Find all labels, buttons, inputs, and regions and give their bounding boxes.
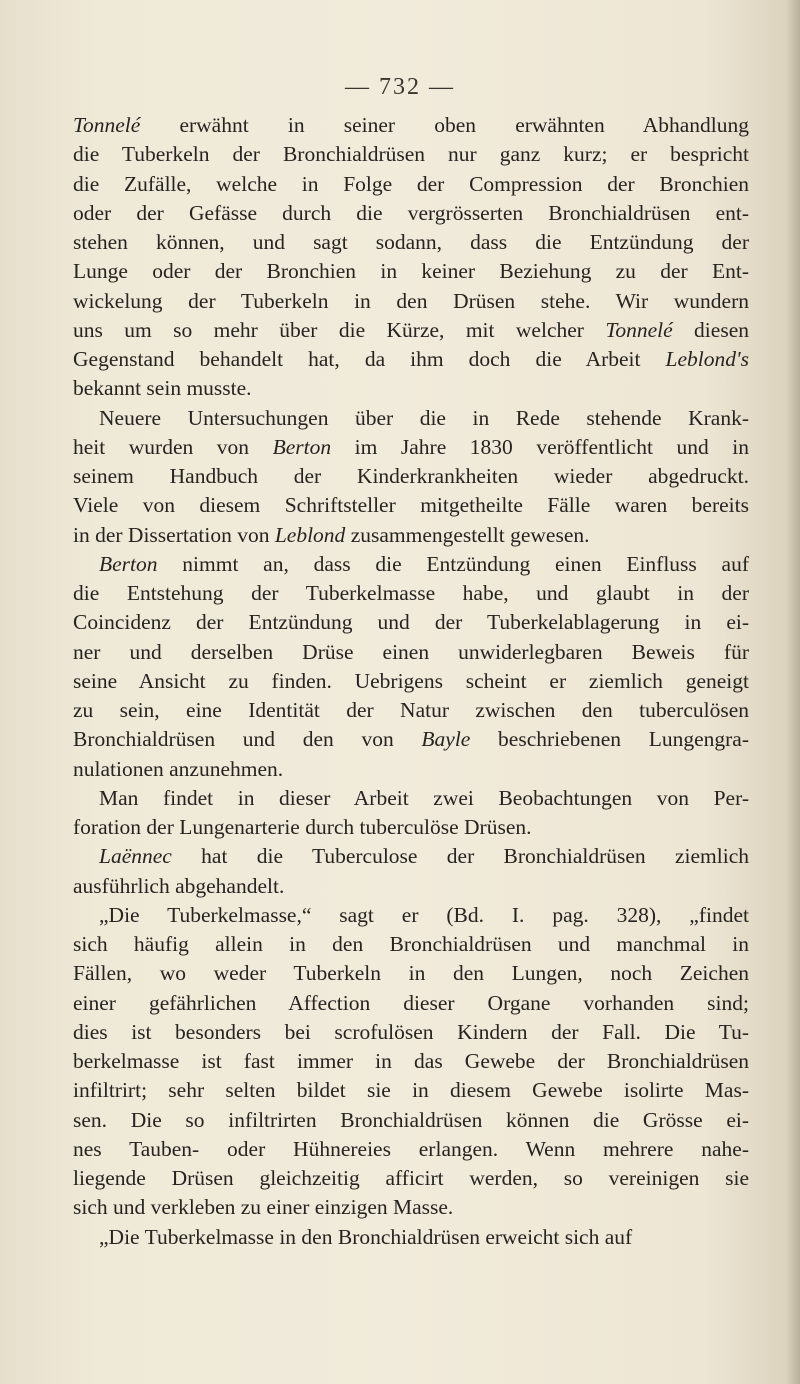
text-segment: in der Dissertation von — [73, 522, 275, 547]
body-text — [73, 111, 749, 1252]
text-line — [73, 433, 749, 462]
text-line — [73, 755, 749, 784]
text-segment: zusammengestellt gewesen. — [345, 522, 590, 547]
text-segment: „Die Tuberkelmasse in den Bronchialdrüsen erweicht sich auf — [99, 1224, 633, 1249]
text-line — [73, 930, 749, 959]
text-line — [73, 521, 749, 550]
text-line — [73, 199, 749, 228]
page-number: — 732 — — [345, 74, 455, 100]
text-segment: hat die Tuberculose der Bronchialdrüsen ziemlich — [171, 844, 749, 869]
text-segment: infiltrirt; sehr selten bildet sie in diesem Gewebe isolirte Mas- — [73, 1078, 749, 1103]
text-segment: seine Ansicht zu finden. Uebrigens scheint er ziemlich geneigt — [73, 668, 749, 693]
text-segment: stehen können, und sagt sodann, dass die Entzündung der — [73, 230, 749, 254]
text-segment: ausführlich abgehandelt. — [73, 873, 285, 898]
text-line — [73, 901, 749, 930]
italic-name: Laënnec — [99, 844, 172, 869]
text-segment: bekannt sein musste. — [73, 376, 252, 401]
text-segment: berkelmasse ist fast immer in das Gewebe der Bronchialdrüsen — [73, 1049, 749, 1073]
text-line — [73, 404, 749, 433]
text-line — [73, 696, 749, 725]
text-segment: Bronchialdrüsen und den von — [73, 727, 422, 752]
text-segment: liegende Drüsen gleichzeitig afficirt werden, so vereinigen sie — [73, 1166, 749, 1190]
text-line — [73, 725, 749, 754]
text-line — [73, 638, 749, 667]
text-segment: beschriebenen Lungengra- — [470, 727, 749, 752]
text-segment: „Die Tuberkelmasse,“ sagt er (Bd. I. pag. 328), „findet — [99, 902, 749, 927]
text-line — [73, 1076, 749, 1105]
text-line — [73, 1018, 749, 1047]
text-line — [73, 1193, 749, 1222]
italic-name: Bayle — [421, 727, 471, 752]
italic-name: Leblond — [274, 522, 346, 547]
text-segment: nulationen anzunehmen. — [73, 756, 284, 781]
text-segment: die Entstehung der Tuberkelmasse habe, und glaubt in der — [73, 581, 749, 605]
text-line — [73, 989, 749, 1018]
text-line — [73, 1135, 749, 1164]
text-line — [73, 784, 749, 813]
text-line — [73, 550, 749, 579]
text-line — [73, 374, 749, 403]
text-segment: sich und verkleben zu einer einzigen Masse. — [73, 1195, 454, 1220]
text-line — [73, 257, 749, 286]
text-segment: dies ist besonders bei scrofulösen Kindern der Fall. Die Tu- — [73, 1019, 749, 1044]
page-edge-shadow — [786, 0, 800, 1384]
italic-name: Berton — [99, 551, 158, 576]
text-segment: erwähnt in seiner oben erwähnten Abhandlung — [140, 113, 749, 137]
text-segment: sich häufig allein in den Bronchialdrüsen und manchmal in — [73, 932, 749, 956]
text-line — [73, 608, 749, 637]
text-segment: sen. Die so infiltrirten Bronchialdrüsen können die Grösse ei- — [73, 1107, 749, 1132]
text-line — [73, 111, 749, 140]
italic-name: Leblond's — [665, 347, 749, 371]
text-line — [73, 1223, 749, 1252]
text-segment: die Tuberkeln der Bronchialdrüsen nur ganz kurz; er bespricht — [73, 142, 749, 167]
text-line — [73, 228, 749, 257]
text-segment: ner und derselben Drüse einen unwiderlegbaren Beweis für — [73, 639, 749, 664]
text-segment: nimmt an, dass die Entzündung einen Einfluss auf — [157, 551, 749, 576]
text-segment: Man findet in dieser Arbeit zwei Beobachtungen von Per- — [99, 785, 749, 810]
text-line — [73, 170, 749, 199]
text-segment: Gegenstand behandelt hat, da ihm doch die Arbeit — [73, 347, 666, 371]
text-segment: nes Tauben- oder Hühnereies erlangen. Wenn mehrere nahe- — [73, 1136, 749, 1161]
text-line — [73, 1047, 749, 1076]
text-line — [73, 287, 749, 316]
text-segment: wickelung der Tuberkeln in den Drüsen stehe. Wir wundern — [73, 288, 749, 313]
text-line — [73, 491, 749, 520]
text-segment: Coincidenz der Entzündung und der Tuberkelablagerung in ei- — [73, 610, 749, 635]
text-segment: Viele von diesem Schriftsteller mitgetheilte Fälle waren bereits — [73, 493, 749, 518]
text-segment: zu sein, eine Identität der Natur zwischen den tuberculösen — [73, 698, 749, 722]
text-line — [73, 345, 749, 374]
italic-name: Tonnelé — [605, 317, 673, 342]
text-segment: Lunge oder der Bronchien in keiner Beziehung zu der Ent- — [73, 259, 749, 284]
text-segment: diesen — [672, 317, 749, 342]
text-line — [73, 842, 749, 871]
text-line — [73, 140, 749, 169]
text-line — [73, 872, 749, 901]
text-line — [73, 462, 749, 491]
text-segment: einer gefährlichen Affection dieser Organe vorhanden sind; — [73, 990, 749, 1015]
text-line — [73, 813, 749, 842]
text-segment: im Jahre 1830 veröffentlicht und in — [331, 434, 749, 459]
italic-name: Berton — [272, 434, 332, 459]
text-segment: heit wurden von — [73, 434, 273, 459]
text-segment: Fällen, wo weder Tuberkeln in den Lungen, noch Zeichen — [73, 961, 749, 986]
text-segment: oder der Gefässe durch die vergrösserten Bronchialdrüsen ent- — [73, 200, 749, 225]
text-segment: Neuere Untersuchungen über die in Rede stehende Krank- — [99, 405, 749, 430]
text-line — [73, 667, 749, 696]
text-line — [73, 1164, 749, 1193]
text-segment: foration der Lungenarterie durch tuberculöse Drüsen. — [73, 815, 532, 839]
text-line — [73, 959, 749, 988]
text-line — [73, 316, 749, 345]
text-segment: seinem Handbuch der Kinderkrankheiten wieder abgedruckt. — [73, 464, 749, 488]
text-segment: die Zufälle, welche in Folge der Compression der Bronchien — [73, 171, 749, 196]
italic-name: Tonnelé — [73, 113, 141, 137]
text-line — [73, 1106, 749, 1135]
text-line — [73, 579, 749, 608]
text-segment: uns um so mehr über die Kürze, mit welcher — [73, 317, 606, 342]
